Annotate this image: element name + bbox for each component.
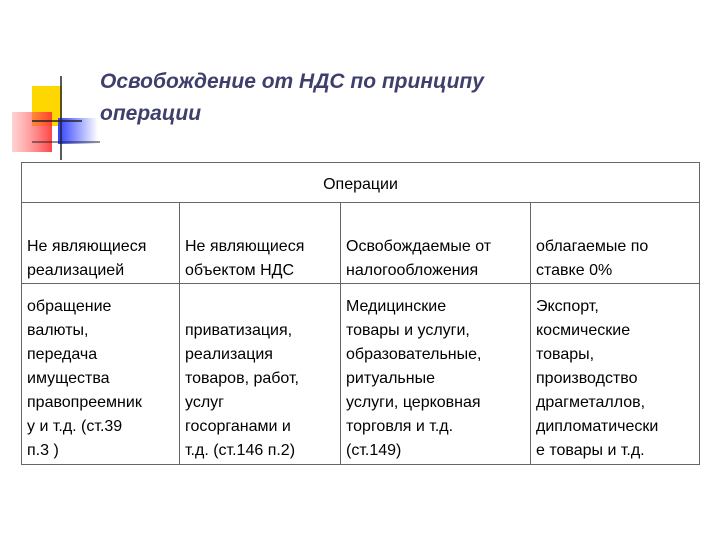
body-cell-zero-rate bbox=[536, 295, 696, 463]
body-line: передача bbox=[27, 346, 98, 363]
body-line: валюты, bbox=[27, 322, 89, 339]
table-header-operations: Операции bbox=[323, 176, 398, 193]
heading-line: ставке 0% bbox=[536, 262, 613, 279]
column-heading-exempt bbox=[346, 235, 528, 283]
body-line: космические bbox=[536, 322, 631, 339]
body-line: образовательные, bbox=[346, 346, 482, 363]
body-line: реализация bbox=[185, 346, 273, 363]
slide-title-line-1: Освобождение от НДС по принципу bbox=[100, 70, 484, 93]
column-heading-not-realization bbox=[27, 235, 177, 283]
body-line: (ст.149) bbox=[346, 442, 402, 459]
red-bar bbox=[12, 112, 52, 152]
heading-line: объектом НДС bbox=[185, 262, 295, 279]
body-line: товары и услуги, bbox=[346, 322, 470, 339]
body-line: драгметаллов, bbox=[536, 394, 646, 411]
body-cell-not-realization bbox=[27, 295, 177, 463]
body-line: п.3 ) bbox=[27, 442, 59, 459]
body-line: Экспорт, bbox=[536, 298, 599, 315]
body-line: имущества bbox=[27, 370, 110, 387]
column-divider-1 bbox=[179, 202, 180, 464]
body-cell-not-vat-object bbox=[185, 319, 337, 463]
slide-title-line-2: операции bbox=[100, 102, 202, 125]
heading-line: налогообложения bbox=[346, 262, 479, 279]
body-line: госорганами и bbox=[185, 418, 291, 435]
slide-title bbox=[100, 66, 680, 130]
body-line: правопреемник bbox=[27, 394, 142, 411]
body-line: т.д. (ст.146 п.2) bbox=[185, 442, 296, 459]
blue-bar bbox=[58, 118, 98, 144]
body-line: обращение bbox=[27, 298, 112, 315]
heading-line: Освобождаемые от bbox=[346, 238, 492, 255]
subheader-divider bbox=[22, 283, 699, 284]
body-line: дипломатически bbox=[536, 418, 659, 435]
body-line: е товары и т.д. bbox=[536, 442, 645, 459]
column-heading-not-vat-object bbox=[185, 235, 337, 283]
heading-line: Не являющиеся bbox=[27, 238, 147, 255]
body-line: услуги, церковная bbox=[346, 394, 481, 411]
body-line: торговля и т.д. bbox=[346, 418, 454, 435]
body-cell-exempt bbox=[346, 295, 528, 463]
column-divider-3 bbox=[530, 202, 531, 464]
body-line: услуг bbox=[185, 394, 224, 411]
heading-line: Не являющиеся bbox=[185, 238, 305, 255]
column-heading-zero-rate bbox=[536, 235, 688, 283]
body-line: Медицинские bbox=[346, 298, 447, 315]
body-line: приватизация, bbox=[185, 322, 293, 339]
heading-line: реализацией bbox=[27, 262, 125, 279]
heading-line: облагаемые по bbox=[536, 238, 649, 255]
body-line: ритуальные bbox=[346, 370, 435, 387]
column-divider-2 bbox=[340, 202, 341, 464]
header-divider bbox=[22, 202, 699, 203]
body-line: у и т.д. (ст.39 bbox=[27, 418, 123, 435]
body-line: товары, bbox=[536, 346, 595, 363]
body-line: товаров, работ, bbox=[185, 370, 299, 387]
body-line: производство bbox=[536, 370, 638, 387]
operations-table bbox=[21, 162, 700, 465]
